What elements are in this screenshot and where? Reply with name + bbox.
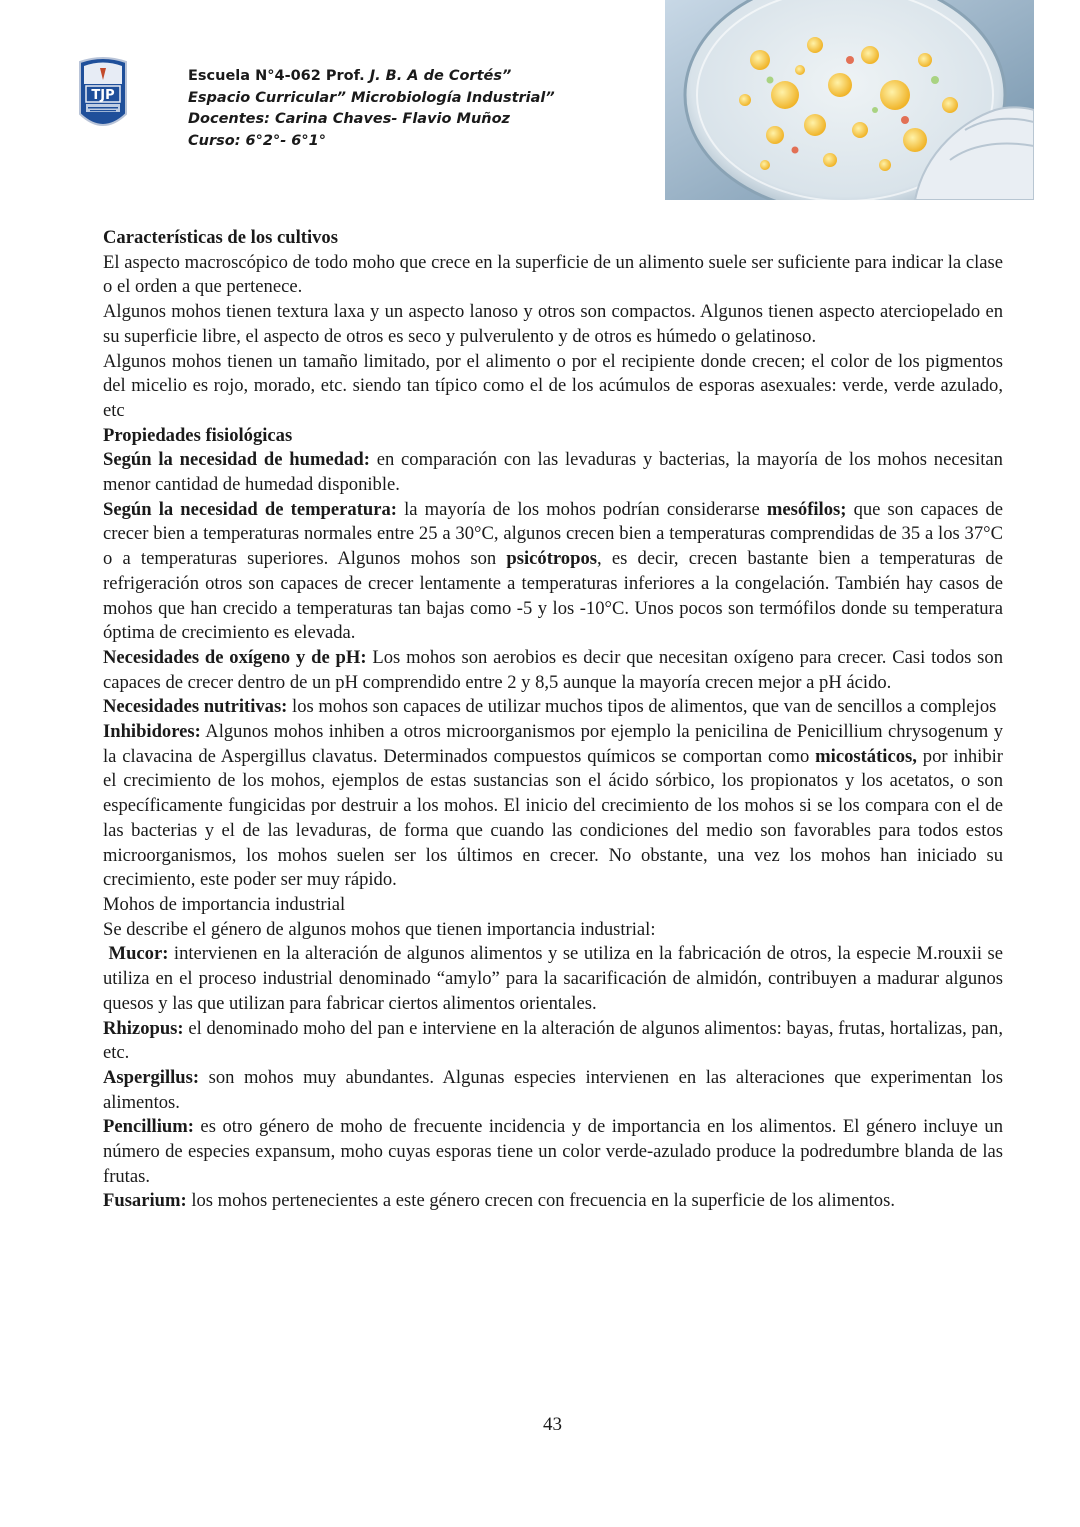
bold-term: micostáticos, — [815, 745, 917, 767]
term-text: son mohos muy abundantes. Algunas especies intervienen en las alteraciones que experimentan los alimentos. — [103, 1066, 1003, 1113]
paragraph-fusarium — [103, 1189, 1003, 1214]
term-label: Rhizopus: — [103, 1017, 184, 1039]
term-label: Según la necesidad de temperatura: — [103, 498, 397, 520]
school-name-line — [188, 66, 555, 88]
school-logo — [76, 56, 130, 136]
term-label: Fusarium: — [103, 1190, 187, 1212]
school-prefix: Escuela N°4-062 Prof. — [188, 68, 365, 84]
term-text: por inhibir el crecimiento de los mohos, ejemplos de estas sustancias son el ácido sórbico, los propionatos y los acetatos, o son específicamente fungicidas por destruir a los mohos. El inicio del crecimiento de los mohos si se los compara con el de las bacterias y el de las levaduras, de forma que cuando las condiciones del medio son favorables para todos estos microorganismos, los mohos suelen ser los últimos en crecer. No obstante, una vez los mohos han iniciado su crecimiento, este poder ser muy rápido. — [103, 745, 1003, 891]
paragraph-pencillium — [103, 1115, 1003, 1189]
term-text: que son capaces de crecer bien a temperaturas normales entre 25 a 30°C, algunos crecen bien a temperaturas comprendidas de 35 a los 37°C o a temperaturas superiores. Algunos mohos son — [103, 498, 1003, 570]
paragraph-aspergillus — [103, 1066, 1003, 1115]
term-label: Necesidades nutritivas: — [103, 696, 288, 718]
paragraph-oxigeno — [103, 646, 1003, 695]
bold-term: psicótropos — [506, 548, 597, 570]
paragraph: El aspecto macroscópico de todo moho que crece en la superficie de un alimento suele ser suficiente para indicar la clase o el orden a que pertenece. — [103, 251, 1003, 298]
section-title-fisiologicas — [103, 424, 1003, 449]
section-title-industrial: Mohos de importancia industrial — [103, 893, 346, 915]
paragraph: Algunos mohos tienen textura laxa y un aspecto lanoso y otros son compactos. Algunos tienen aspecto aterciopelado en su superficie libre, el aspecto de otros es seco y pulverulento y de otros es húmedo o gelatinoso. — [103, 301, 1003, 347]
term-label: Necesidades de oxígeno y de pH: — [103, 646, 367, 668]
term-label: Según la necesidad de humedad: — [103, 449, 370, 471]
paragraph: Se describe el género de algunos mohos que tienen importancia industrial: — [103, 918, 656, 940]
term-label: Aspergillus: — [103, 1066, 200, 1088]
term-text: los mohos son capaces de utilizar muchos tipos de alimentos, que van de sencillos a complejos — [287, 696, 997, 718]
paragraph-rhizopus — [103, 1017, 1003, 1066]
term-text: Algunos mohos inhiben a otros microorganismos por ejemplo la penicilina de Penicillium chrysogenum y la clavacina de Aspergillus clavatus. Determinados compuestos químicos se comportan como — [103, 721, 1003, 767]
teachers-line: Docentes: Carina Chaves- Flavio Muñoz — [188, 111, 510, 127]
school-name: J. B. A de Cortés — [369, 68, 502, 84]
subject-line: Espacio Curricular” Microbiología Industrial” — [188, 89, 555, 106]
paragraph-inhibidores — [103, 720, 1003, 893]
school-name-quote: ” — [501, 68, 512, 84]
paragraph-nutritivas — [103, 695, 1003, 720]
logo-text: TJP — [91, 88, 115, 103]
term-label: Mucor: — [108, 943, 169, 965]
paragraph-mucor — [103, 942, 1003, 1016]
petri-dish-image — [665, 0, 1034, 200]
document-body — [103, 226, 1003, 1214]
term-label: Inhibidores: — [103, 721, 201, 743]
term-text: la mayoría de los mohos podrían considerarse — [396, 498, 767, 520]
course-line: Curso: 6°2°- 6°1° — [188, 132, 326, 149]
document-header — [188, 66, 555, 152]
fisiologicas-heading: Propiedades fisiológicas — [103, 424, 293, 446]
paragraph-humedad — [103, 448, 1003, 497]
term-label: Pencillium: — [103, 1116, 194, 1138]
term-text: es otro género de moho de frecuente incidencia y de importancia en los alimentos. El género incluye un número de especies expansum, moho cuyas esporas tiene un color verde-azulado produce la podredumbre blanda de las frutas. — [103, 1116, 1003, 1187]
term-text: Los mohos son aerobios es decir que necesitan oxígeno para crecer. Casi todos son capaces de crecer dentro de un pH comprendido entre 2 y 8,5 aunque la mayoría crecen mejor a pH ácido. — [103, 646, 1004, 693]
term-text: los mohos pertenecientes a este género crecen con frecuencia en la superficie de los alimentos. — [186, 1190, 895, 1212]
page-number: 43 — [543, 1414, 562, 1435]
bold-term: mesófilos; — [766, 498, 847, 520]
paragraph-temperatura — [103, 498, 1003, 646]
paragraph: Algunos mohos tienen un tamaño limitado, por el alimento o por el recipiente donde crecen; el color de los pigmentos del micelio es rojo, morado, etc. siendo tan típico como el de los acúmulos de esporas asexuales: verde, verde azulado, etc — [103, 350, 1003, 421]
term-text: el denominado moho del pan e interviene en la alteración de algunos alimentos: bayas, frutas, hortalizas, pan, etc. — [103, 1017, 1003, 1064]
section-title-cultivos — [103, 226, 1003, 251]
term-text: intervienen en la alteración de algunos alimentos y se utiliza en la fabricación de otros, la especie M.rouxii se utiliza en el proceso industrial denominado “amylo” para la sacarificación de almidón, contribuyen a madurar algunos quesos y las que utilizan para fabricar ciertos alimentos orientales. — [103, 943, 1004, 1014]
term-text: , es decir, crecen bastante bien a temperaturas de refrigeración otros son capaces de crecer lentamente a temperaturas inferiores a la congelación. También hay casos de mohos que han crecido a temperaturas tan bajas como -5 y los -10°C. Unos pocos son termófilos donde su temperatura óptima de crecimiento es elevada. — [103, 548, 1003, 644]
term-text: en comparación con las levaduras y bacterias, la mayoría de los mohos necesitan menor cantidad de humedad disponible. — [103, 449, 1003, 496]
cultivos-heading: Características de los cultivos — [103, 227, 338, 248]
